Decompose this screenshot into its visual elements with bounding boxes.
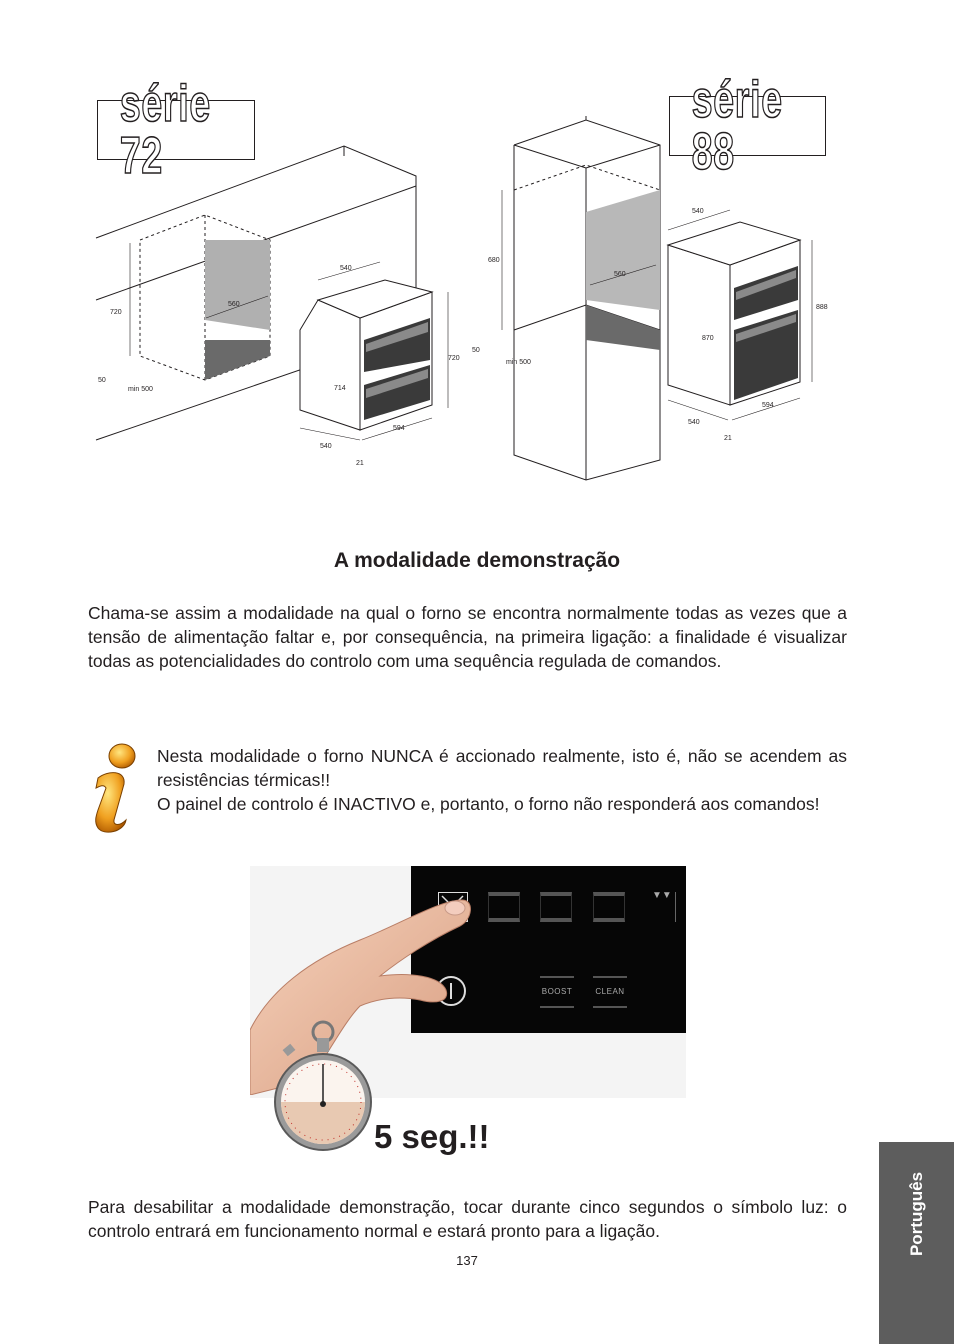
boost-button[interactable]: [540, 976, 574, 1008]
dim-label: 888: [816, 304, 828, 311]
section-heading: A modalidade demonstração: [333, 549, 621, 572]
stopwatch-icon: [270, 1018, 376, 1154]
function-button-5[interactable]: [646, 892, 676, 922]
closing-paragraph: Para desabilitar a modalidade demonstração, tocar durante cinco segundos o símbolo luz: o controlo entrará em funcionamento normal e estará pronto para a ligação.: [88, 1197, 847, 1241]
dim-label: 870: [702, 335, 714, 342]
clean-button[interactable]: [593, 976, 627, 1008]
function-button-4[interactable]: [593, 892, 625, 922]
dim-label: 540: [692, 208, 704, 215]
language-label: Português: [906, 1171, 926, 1257]
dim-label: min 500: [506, 359, 531, 366]
dim-label: 21: [356, 460, 364, 467]
dim-label: 594: [393, 425, 405, 432]
dim-label: 540: [320, 443, 332, 450]
arrow-down-icon: ▼▼: [652, 890, 672, 901]
dim-label: 21: [724, 435, 732, 442]
function-button-3[interactable]: [540, 892, 572, 922]
info-note: Nesta modalidade o forno NUNCA é accionado realmente, isto é, não se acendem as resistências térmicas!! O painel de controlo é INACTIVO e, portanto, o forno não responderá aos comandos!: [157, 746, 847, 814]
function-button-2[interactable]: [488, 892, 520, 922]
dim-label: 540: [688, 419, 700, 426]
boost-label: BOOST: [541, 987, 573, 996]
dim-label: 560: [614, 271, 626, 278]
dim-label: 680: [488, 257, 500, 264]
dim-label: min 500: [128, 386, 153, 393]
language-tab: [879, 1142, 954, 1344]
series-88-label: série 88: [669, 96, 826, 156]
series-72-label: série 72: [97, 100, 255, 160]
dim-label: 720: [448, 355, 460, 362]
dim-label: 594: [762, 402, 774, 409]
installation-diagram: [0, 0, 954, 500]
intro-paragraph: Chama-se assim a modalidade na qual o forno se encontra normalmente todas as vezes que a tensão de alimentação faltar e, por consequência, na primeira ligação: a finalidade é visualizar todas as potencialidades do controlo com uma sequência regulada de comandos.: [88, 603, 847, 671]
info-icon: [84, 740, 142, 838]
dim-label: 50: [98, 377, 106, 384]
dim-label: 714: [334, 385, 346, 392]
dim-label: 720: [110, 309, 122, 316]
clean-label: CLEAN: [595, 987, 625, 996]
dim-label: 560: [228, 301, 240, 308]
dim-label: 540: [340, 265, 352, 272]
dim-label: 50: [472, 347, 480, 354]
page-number: 137: [456, 1253, 478, 1268]
timer-label: 5 seg.!!: [374, 1118, 490, 1155]
